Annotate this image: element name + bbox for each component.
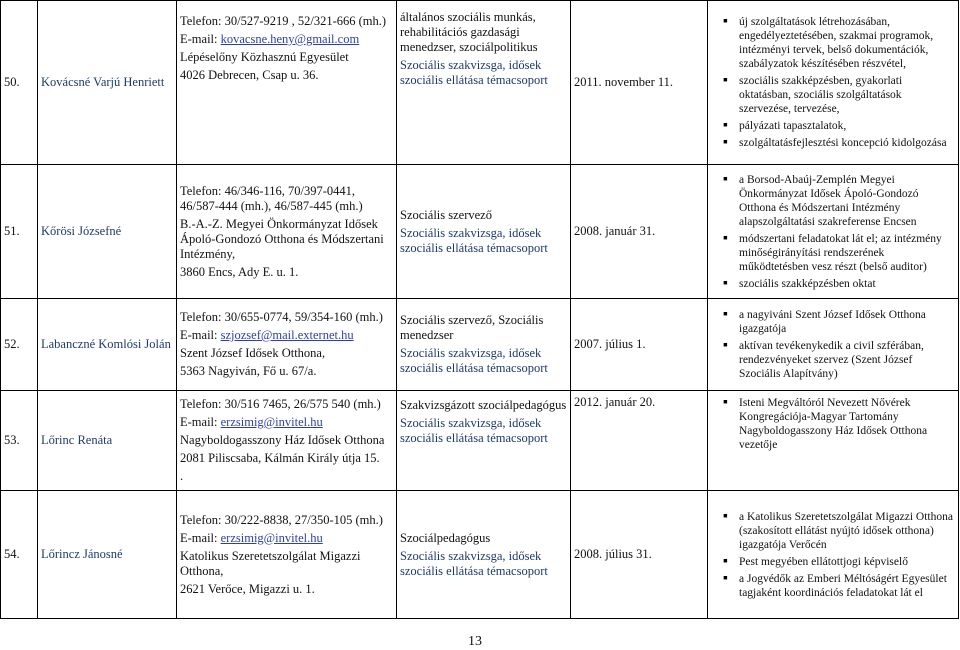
email-line (180, 328, 393, 343)
exam-date: 2012. január 20. (571, 391, 708, 491)
list-item: ▪ a Borsod-Abaúj-Zemplén Megyei Önkormányzat Idősek Ápoló-Gondozó Otthona és Módszertani Intézmény alapszolgáltatási szakreferense Encsen (739, 173, 955, 229)
phone: Telefon: 30/516 7465, 26/575 540 (mh.) (180, 397, 381, 411)
qualification: Szociálpedagógus (400, 530, 491, 545)
exam: Szociális szakvizsga, idősek szociális ellátása témacsoport (400, 225, 548, 255)
phone: Telefon: 30/655-0774, 59/354-160 (mh.) (180, 310, 383, 324)
activities-list (711, 308, 955, 381)
email-line (180, 531, 393, 546)
exam: Szociális szakvizsga, idősek szociális ellátása témacsoport (400, 548, 548, 578)
address: 2081 Piliscsaba, Kálmán Király útja 15. (180, 451, 380, 465)
email-line (180, 415, 393, 430)
table-row (1, 1, 959, 165)
exam: Szociális szakvizsga, idősek szociális ellátása témacsoport (400, 346, 548, 375)
table-row (1, 165, 959, 299)
row-number: 51. (1, 165, 38, 299)
activities-list (711, 510, 955, 600)
organization: Katolikus Szeretetszolgálat Migazzi Otthona, (180, 548, 361, 578)
qualification: Szociális szervező (400, 207, 492, 222)
email-line (180, 32, 393, 47)
email-label: E-mail: (180, 328, 221, 342)
role-cell (397, 491, 571, 619)
list-item: ▪ a Katolikus Szeretetszolgálat Migazzi Otthona (szakosított ellátást nyújtó idősek otthona) igazgatója Verőcén (739, 510, 955, 552)
exam-date: 2007. július 1. (571, 299, 708, 391)
activities-list (711, 15, 955, 150)
contact-cell (177, 299, 397, 391)
phone: Telefon: 46/346-116, 70/397-0441, 46/587-444 (mh.), 46/587-445 (mh.) (180, 183, 363, 213)
contact-cell (177, 1, 397, 165)
list-item: ▪ a nagyiváni Szent József Idősek Otthona igazgatója (739, 308, 955, 336)
activities-cell (708, 299, 959, 391)
address: 4026 Debrecen, Csap u. 36. (180, 68, 319, 82)
person-name: Lőrincz Jánosné (38, 491, 177, 619)
email-link[interactable]: kovacsne.heny@gmail.com (220, 32, 360, 46)
list-item: ▪ módszertani feladatokat lát el; az intézmény minőségirányítási rendszerének működtetésben vesz részt (belső auditor) (739, 232, 955, 274)
address: 3860 Encs, Ady E. u. 1. (180, 264, 299, 279)
page-number: 13 (468, 634, 482, 649)
exam-date: 2011. november 11. (571, 1, 708, 165)
phone: Telefon: 30/222-8838, 27/350-105 (mh.) (180, 512, 383, 527)
table-row (1, 299, 959, 391)
activities-list (711, 396, 955, 452)
activities-list (711, 173, 955, 291)
organization: Lépéselőny Közhasznú Egyesület (180, 50, 349, 64)
row-number: 53. (1, 391, 38, 491)
contact-cell (177, 391, 397, 491)
email-link[interactable]: szjozsef@mail.externet.hu (220, 328, 354, 342)
organization: Szent József Idősek Otthona, (180, 346, 326, 360)
list-item: ▪ Pest megyében ellátottjogi képviselő (739, 555, 955, 569)
person-name: Lőrinc Renáta (38, 391, 177, 491)
trailing-dot: . (180, 469, 184, 483)
list-item: ▪ szociális szakképzésben, gyakorlati oktatásban, szociális szolgáltatások szervezése, tervezése, (739, 74, 955, 116)
activities-cell (708, 165, 959, 299)
email-link[interactable]: erzsimig@invitel.hu (220, 415, 323, 429)
list-item: ▪ aktívan tevékenykedik a civil szférában, rendezvényeket szervez (Szent József Szociális Alapítvány) (739, 339, 955, 381)
address: 2621 Verőce, Migazzi u. 1. (180, 581, 315, 596)
activities-cell (708, 1, 959, 165)
exam: Szociális szakvizsga, idősek szociális ellátása témacsoport (400, 416, 548, 445)
role-cell (397, 1, 571, 165)
contact-cell (177, 165, 397, 299)
address: 5363 Nagyiván, Fő u. 67/a. (180, 364, 317, 378)
table-row (1, 391, 959, 491)
activities-cell (708, 491, 959, 619)
email-label: E-mail: (180, 530, 221, 545)
row-number: 50. (1, 1, 38, 165)
list-item: ▪ Isteni Megváltóról Nevezett Nővérek Kongregációja-Magyar Tartomány Nagyboldogasszony Ház Idősek Otthona vezetője (739, 396, 955, 452)
person-name: Labanczné Komlósi Jolán (38, 299, 177, 391)
row-number: 52. (1, 299, 38, 391)
email-label: E-mail: (180, 32, 221, 46)
list-item: ▪ a Jogvédők az Emberi Méltóságért Egyesület tagjaként koordinációs feladatokat lát el (739, 572, 955, 600)
list-item: ▪ szociális szakképzésben oktat (739, 277, 955, 291)
list-item: ▪ szolgáltatásfejlesztési koncepció kidolgozása (739, 136, 955, 150)
email-label: E-mail: (180, 415, 221, 429)
person-name: Kőrösi Józsefné (38, 165, 177, 299)
organization: Nagyboldogasszony Ház Idősek Otthona (180, 433, 385, 447)
qualification: általános szociális munkás, rehabilitációs gazdasági menedzser, szociálpolitikus (400, 10, 538, 54)
qualification: Szociális szervező, Szociális menedzser (400, 313, 544, 342)
list-item: ▪ pályázati tapasztalatok, (739, 119, 955, 133)
organization: B.-A.-Z. Megyei Önkormányzat Idősek Ápoló-Gondozó Otthona és Módszertani Intézmény, (180, 216, 384, 261)
row-number: 54. (1, 491, 38, 619)
phone: Telefon: 30/527-9219 , 52/321-666 (mh.) (180, 14, 387, 28)
role-cell (397, 165, 571, 299)
exam: Szociális szakvizsga, idősek szociális ellátása témacsoport (400, 58, 548, 87)
activities-cell (708, 391, 959, 491)
person-name: Kovácsné Varjú Henriett (38, 1, 177, 165)
qualification: Szakvizsgázott szociálpedagógus (400, 398, 567, 412)
table-row (1, 491, 959, 619)
exam-date: 2008. január 31. (571, 165, 708, 299)
role-cell (397, 299, 571, 391)
list-item: ▪ új szolgáltatások létrehozásában, engedélyeztetésében, szakmai programok, intézményi tervek, belső dokumentációk, szabályzatok készítésében részvétel, (739, 15, 955, 71)
role-cell (397, 391, 571, 491)
exam-date: 2008. július 31. (571, 491, 708, 619)
email-link[interactable]: erzsimig@invitel.hu (220, 530, 323, 545)
contact-cell (177, 491, 397, 619)
